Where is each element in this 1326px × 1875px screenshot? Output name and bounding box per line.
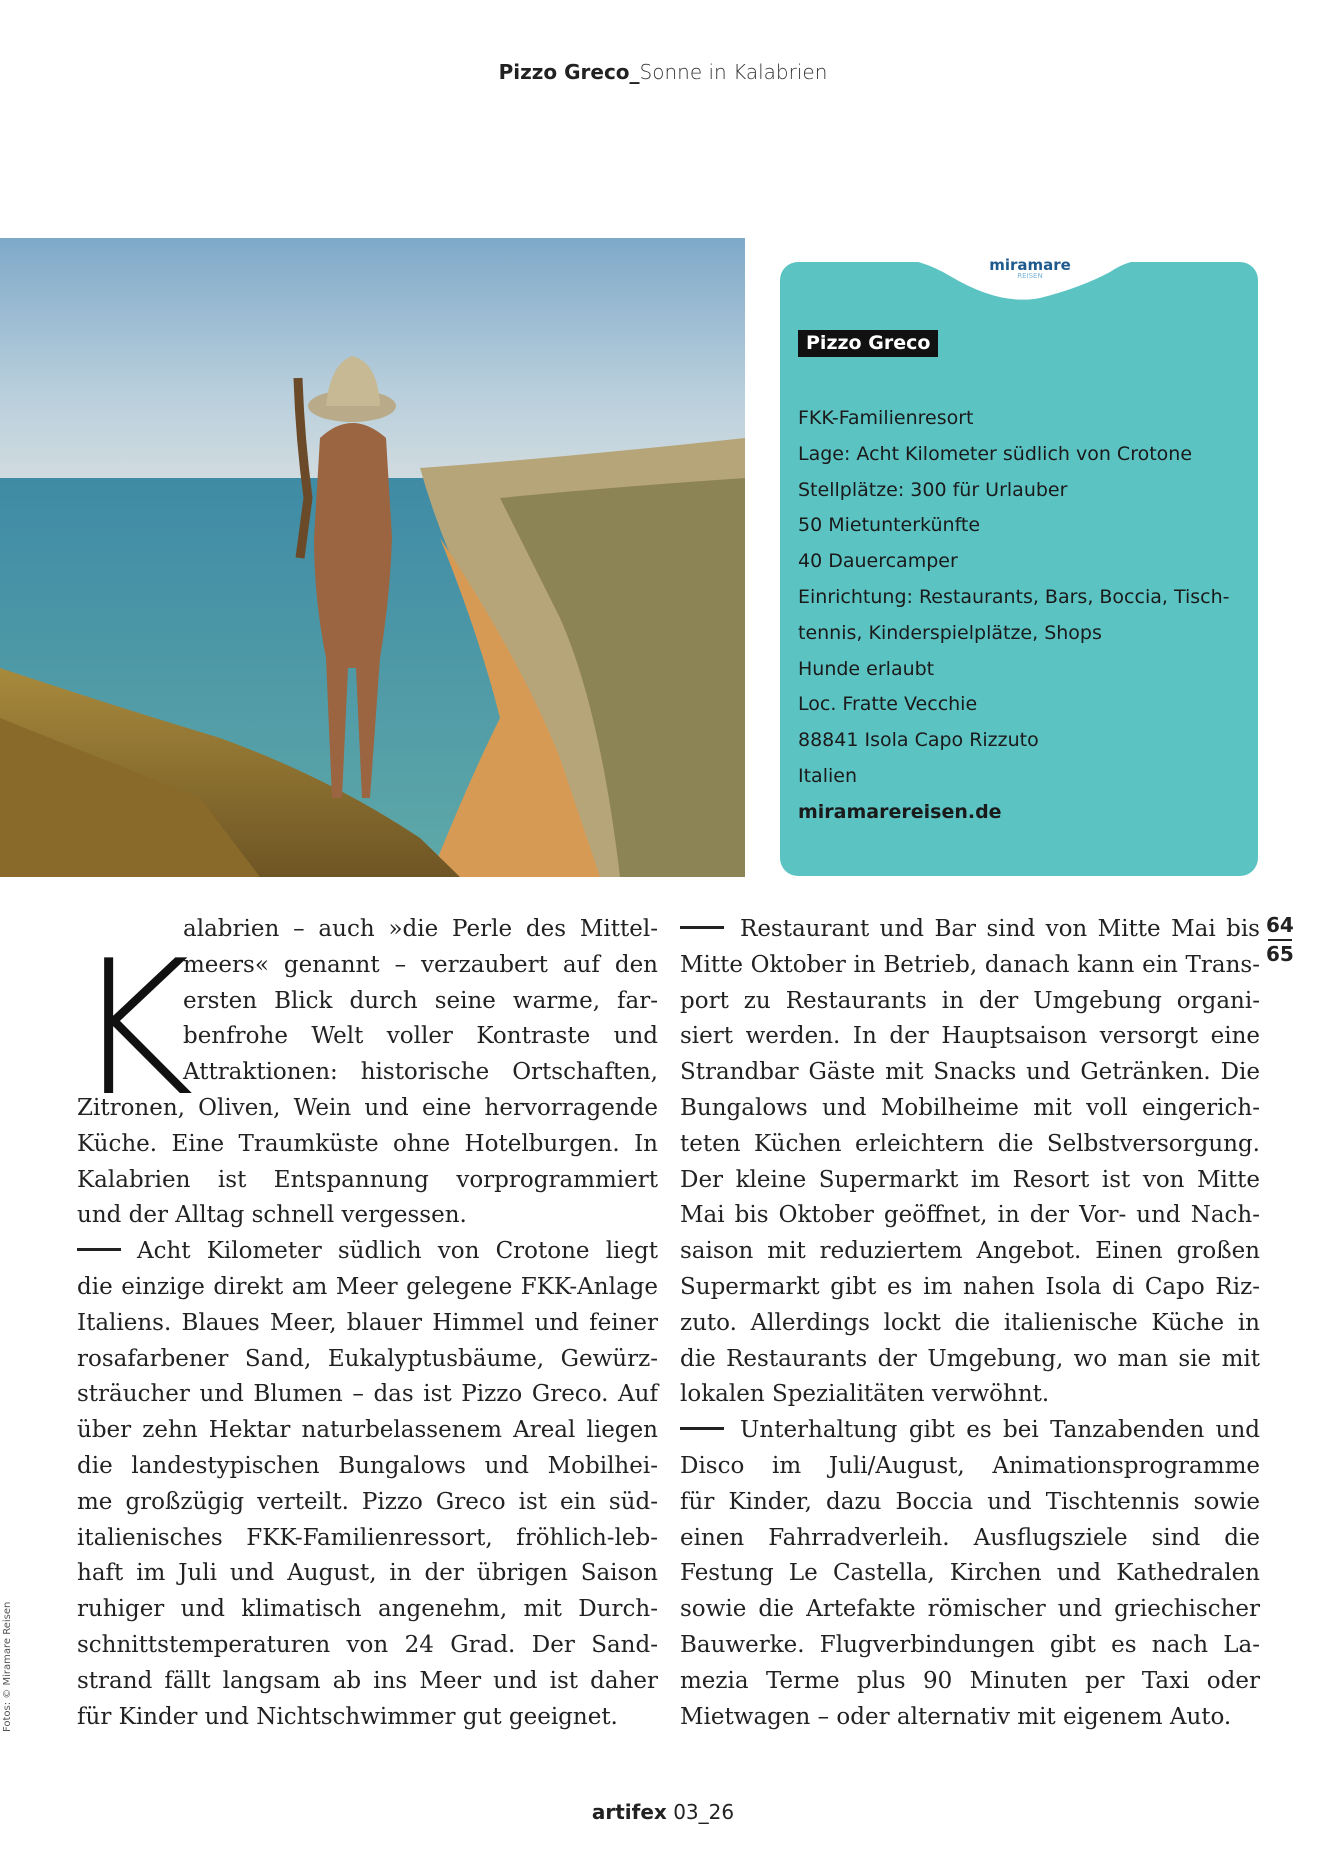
text-line: die landestypischen Bungalows und Mobilhei- bbox=[77, 1452, 658, 1479]
text-line: benfrohe Welt voller Kontraste und bbox=[183, 1023, 658, 1050]
text-line: alabrien – auch »die Perle des Mittel- bbox=[183, 916, 658, 942]
page-numbers bbox=[1266, 912, 1294, 968]
article-column-2 bbox=[680, 912, 1260, 1735]
info-line: Hunde erlaubt bbox=[798, 657, 935, 680]
header-title: Pizzo Greco_ bbox=[498, 60, 640, 84]
text-line: Disco im Juli/August, Animationsprogramme bbox=[680, 1452, 1260, 1479]
website-link[interactable]: miramarereisen.de bbox=[798, 800, 1002, 823]
logo-subtext: REISEN bbox=[1017, 272, 1043, 280]
text-line: sowie die Artefakte römischer und griechischer bbox=[680, 1596, 1260, 1623]
text-line: über zehn Hektar naturbelassenem Areal liegen bbox=[77, 1417, 658, 1444]
text-line: meers« genannt – verzaubert auf den bbox=[183, 951, 658, 978]
text-line: italienisches FKK-Familienressort, fröhlich-leb- bbox=[77, 1524, 658, 1551]
text-line: ersten Blick durch seine warme, far- bbox=[183, 987, 658, 1014]
info-line: 40 Dauercamper bbox=[798, 550, 958, 573]
header-subtitle: Sonne in Kalabrien bbox=[639, 60, 828, 84]
text-line: zuto. Allerdings lockt die italienische Küche in bbox=[680, 1309, 1260, 1336]
text-line-with-dash bbox=[680, 1413, 1260, 1449]
text-line: schnittstemperaturen von 24 Grad. Der Sand- bbox=[77, 1631, 658, 1658]
info-line: Loc. Fratte Vecchie bbox=[798, 693, 978, 716]
info-line: tennis, Kinderspielplätze, Shops bbox=[798, 621, 1102, 644]
text-line: haft im Juli und August, in der übrigen Saison bbox=[77, 1560, 658, 1587]
text-line: teten Küchen erleichtern die Selbstversorgung. bbox=[680, 1130, 1260, 1157]
text-line: für Kinder, dazu Boccia und Tischtennis sowie bbox=[680, 1488, 1260, 1515]
info-line: Italien bbox=[798, 764, 857, 787]
text-line: für Kinder und Nichtschwimmer gut geeignet. bbox=[77, 1703, 618, 1730]
page-number-divider bbox=[1268, 939, 1292, 941]
text-line: mezia Terme plus 90 Minuten per Taxi oder bbox=[680, 1667, 1260, 1694]
footer bbox=[0, 1800, 1326, 1824]
text-line: Kalabrien ist Entspannung vorprogrammiert bbox=[77, 1166, 658, 1193]
text-line: Restaurant und Bar sind von Mitte Mai bis bbox=[740, 916, 1260, 942]
text-line: siert werden. In der Hauptsaison versorgt eine bbox=[680, 1023, 1260, 1050]
paragraph-dash bbox=[680, 1427, 724, 1430]
text-line: Strandbar Gäste mit Snacks und Getränken. Die bbox=[680, 1059, 1260, 1086]
text-line: Zitronen, Oliven, Wein und eine hervorragende bbox=[77, 1094, 658, 1121]
info-line: 50 Mietunterkünfte bbox=[798, 514, 981, 537]
text-line: die Restaurants der Umgebung, wo man sie mit bbox=[680, 1345, 1260, 1372]
article-column-1 bbox=[77, 912, 658, 1735]
text-line: Attraktionen: historische Ortschaften, bbox=[183, 1059, 658, 1086]
text-line: Der kleine Supermarkt im Resort ist von Mitte bbox=[680, 1166, 1260, 1193]
info-line: Einrichtung: Restaurants, Bars, Boccia, Tisch- bbox=[798, 585, 1230, 608]
text-line: strand fällt langsam ab ins Meer und ist daher bbox=[77, 1667, 658, 1694]
miramare-logo[interactable] bbox=[970, 256, 1090, 280]
text-line: port zu Restaurants in der Umgebung organi- bbox=[680, 987, 1260, 1014]
text-line: Mai bis Oktober geöffnet, in der Vor- und Nach- bbox=[680, 1202, 1260, 1229]
text-line: sträucher und Blumen – das ist Pizzo Greco. Auf bbox=[77, 1381, 658, 1408]
text-line: lokalen Spezialitäten verwöhnt. bbox=[680, 1381, 1050, 1408]
text-line: einen Fahrradverleih. Ausflugsziele sind die bbox=[680, 1524, 1260, 1551]
info-details bbox=[798, 401, 1230, 831]
footer-issue: 03_26 bbox=[666, 1800, 735, 1824]
paragraph-dash bbox=[77, 1248, 121, 1251]
text-line: Italiens. Blaues Meer, blauer Himmel und feiner bbox=[77, 1309, 658, 1336]
text-line: saison mit reduziertem Angebot. Einen großen bbox=[680, 1238, 1260, 1265]
photo-credit: Fotos: © Miramare Reisen bbox=[2, 1601, 13, 1732]
beach-photo-illustration bbox=[0, 238, 745, 877]
info-title: Pizzo Greco bbox=[798, 330, 938, 357]
info-line: Stellplätze: 300 für Urlauber bbox=[798, 478, 1068, 501]
running-header bbox=[0, 60, 1326, 84]
paragraph-dash bbox=[680, 926, 724, 929]
info-line: 88841 Isola Capo Rizzuto bbox=[798, 729, 1039, 752]
logo-text: miramare bbox=[989, 256, 1071, 274]
hero-photo bbox=[0, 238, 745, 877]
text-line: ruhiger und klimatisch angenehm, mit Durch- bbox=[77, 1596, 658, 1623]
page-number-left: 64 bbox=[1266, 913, 1294, 937]
text-line: rosafarbener Sand, Eukalyptusbäume, Gewürz- bbox=[77, 1345, 658, 1372]
text-line: Festung Le Castella, Kirchen und Kathedralen bbox=[680, 1560, 1260, 1587]
text-line: Unterhaltung gibt es bei Tanzabenden und bbox=[740, 1417, 1260, 1444]
drop-cap: K bbox=[72, 920, 194, 1137]
footer-brand: artifex bbox=[591, 1800, 667, 1824]
text-line: und der Alltag schnell vergessen. bbox=[77, 1202, 467, 1229]
page-number-right: 65 bbox=[1266, 942, 1294, 966]
text-line-with-dash bbox=[680, 912, 1260, 948]
info-line: FKK-Familienresort bbox=[798, 407, 974, 429]
text-line: die einzige direkt am Meer gelegene FKK-Anlage bbox=[77, 1273, 658, 1300]
text-line: Bauwerke. Flugverbindungen gibt es nach La- bbox=[680, 1631, 1260, 1658]
text-line: Supermarkt gibt es im nahen Isola di Capo Riz- bbox=[680, 1273, 1260, 1300]
info-line: Lage: Acht Kilometer südlich von Crotone bbox=[798, 442, 1193, 465]
text-line: Bungalows und Mobilheime mit voll eingerich- bbox=[680, 1094, 1260, 1121]
text-line: Acht Kilometer südlich von Crotone liegt bbox=[137, 1238, 658, 1265]
text-line: Küche. Eine Traumküste ohne Hotelburgen. In bbox=[77, 1130, 658, 1157]
text-line-with-dash bbox=[77, 1234, 658, 1270]
text-line: Mietwagen – oder alternativ mit eigenem Auto. bbox=[680, 1703, 1232, 1730]
text-line: me großzügig verteilt. Pizzo Greco ist ein süd- bbox=[77, 1488, 658, 1515]
text-line: Mitte Oktober in Betrieb, danach kann ein Trans- bbox=[680, 951, 1260, 978]
